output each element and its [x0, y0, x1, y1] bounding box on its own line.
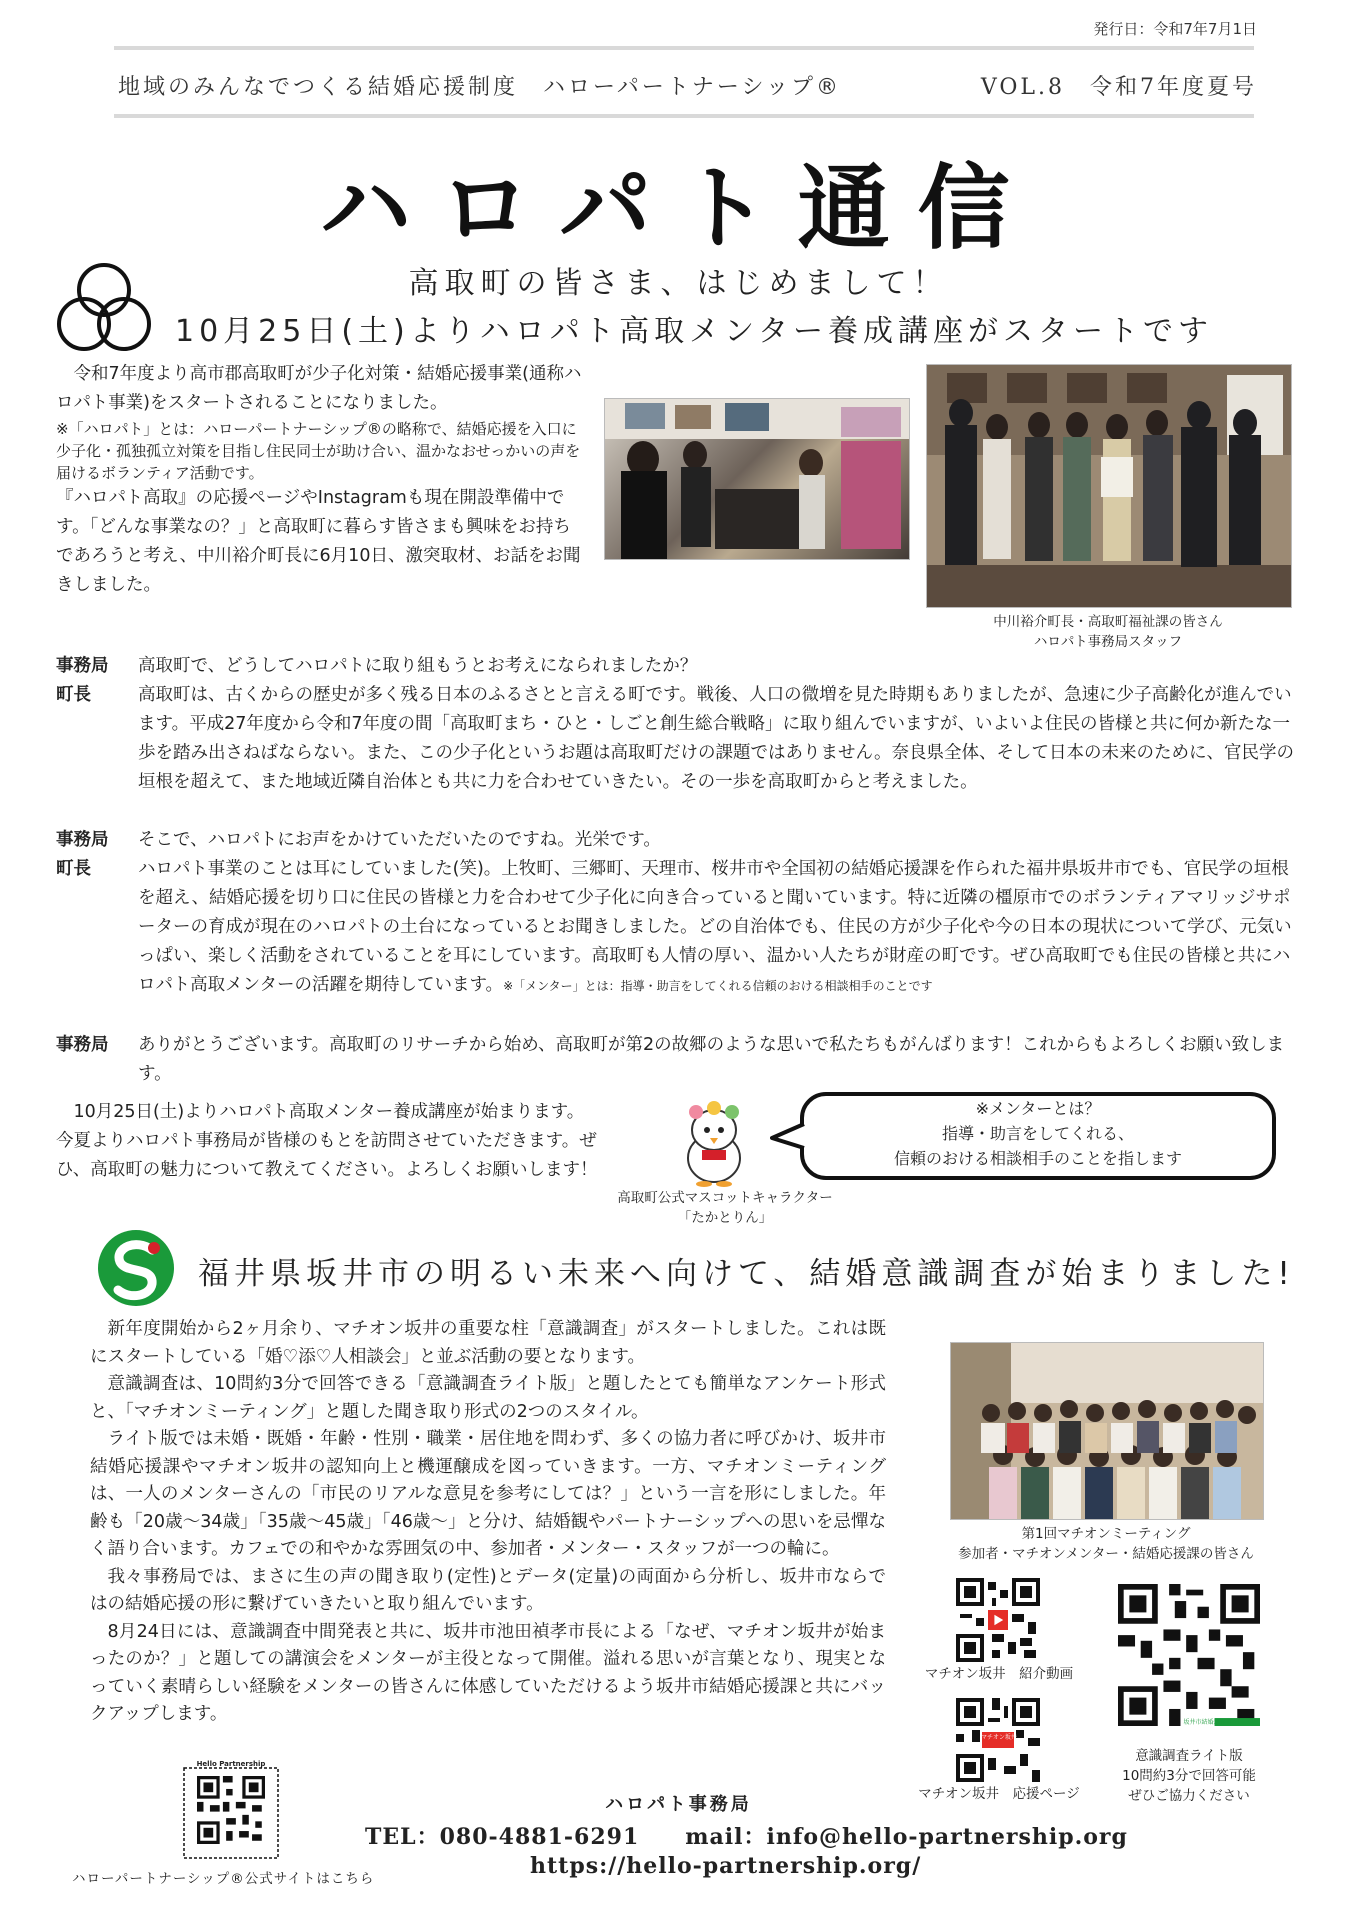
section2-heading: 福井県坂井市の明るい未来へ向けて、結婚意識調査が始まりました! — [198, 1256, 1295, 1292]
support-page-qr-code[interactable] — [956, 1698, 1040, 1782]
bubble-line: 指導・助言をしてくれる、 — [941, 1124, 1134, 1143]
dialogue-row — [56, 855, 1296, 1001]
speaker-label: 事務局 — [56, 1035, 109, 1055]
dialogue-text: ありがとうございます。高取町のリサーチから始め、高取町が第2の故郷のような思いで私たちもがんばります！これからもよろしくお願い致します。 — [138, 1035, 1285, 1084]
section2-paragraph: 意識調査は、10問約3分で回答できる「意識調査ライト版」と題したとても簡単なアンケート形式と、「マチオンミーティング」と題した聞き取り形式の2つのスタイル。 — [90, 1374, 886, 1422]
speaker-label: 町長 — [56, 685, 91, 705]
dialogue-text — [138, 855, 1296, 1001]
header-volume: VOL.8 令和7年度夏号 — [980, 75, 1257, 100]
qr-frame-label: Hello Partnership — [196, 1760, 266, 1768]
meeting-group-photo-image — [951, 1343, 1263, 1519]
bubble-line: 信頼のおける相談相手のことを指します — [893, 1149, 1182, 1168]
section2-paragraph: 新年度開始から2ヶ月余り、マチオン坂井の重要な柱「意識調査」がスタートしました。これは既にスタートしている「婚♡添♡人相談会」と並ぶ活動の要となります。 — [90, 1319, 886, 1367]
dialogue-text: そこで、ハロパトにお声をかけていただいたのですね。光栄です。 — [138, 830, 661, 850]
mascot-caption-line1: 高取町公式マスコットキャラクター — [617, 1190, 833, 1206]
survey-lite-qr-code[interactable] — [1118, 1584, 1260, 1726]
survey-lite-caption-line: 意識調査ライト版 — [1135, 1748, 1243, 1764]
office-name: ハロパト事務局 — [605, 1794, 752, 1815]
closing-paragraph: 10月25日(土)よりハロパト高取メンター養成講座が始まります。今夏よりハロパト事務局が皆様のもとを訪問させていただきます。ぜひ、高取町の魅力について教えてください。よろしくお願いします！ — [56, 1102, 598, 1180]
dialogue-row — [56, 1031, 1296, 1089]
support-page-qr-caption: マチオン坂井 応援ページ — [918, 1786, 1080, 1802]
speaker-label: 事務局 — [56, 656, 109, 676]
section1-subheading: 10月25日(土)よりハロパト高取メンター養成講座がスタートです — [175, 314, 1213, 349]
website-link[interactable]: https://hello-partnership.org/ — [530, 1853, 922, 1879]
mascot-caption — [600, 1188, 850, 1228]
visit-photo — [604, 398, 910, 560]
survey-lite-caption-line: 10問約3分で回答可能 — [1122, 1768, 1256, 1784]
hellopato-note: ※「ハロパト」とは：ハローパートナーシップ®の略称で、結婚応援を入口に少子化・孤独孤立対策を目指し住民同士が助け合い、温かなおせっかいの声を届けるボランティア活動です。 — [56, 420, 581, 482]
dialogue-row — [56, 826, 1296, 855]
top-rule — [114, 46, 1254, 50]
survey-lite-caption-line: ぜひご協力ください — [1128, 1788, 1250, 1804]
takatorin-mascot-icon — [674, 1100, 754, 1188]
mayor-answer-text: ハロパト事業のことは耳にしていました(笑)。上牧町、三郷町、天理市、桜井市や全国初の結婚応援課を作られた福井県坂井市でも、官民学の垣根を超え、結婚応援を切り口に住民の皆様と力を合わせて少子化に向き合っていると聞いています。特に近隣の橿原市でのボランティアマリッジサポーターの育成が現在のハロパトの土台になっているとお聞きしました。どの自治体でも、住民の方が少子化や今の日本の現状について学び、元気いっぱい、楽しく活動をされていることを耳にしています。高取町も人情の厚い、温かい人たちが財産の町です。ぜひ高取町でも住民の皆様と共にハロパト高取メンターの活躍を期待しています。 — [138, 859, 1292, 995]
dialogue-row — [56, 652, 1296, 681]
header-rule — [114, 114, 1254, 118]
section2-paragraph: 我々事務局では、まさに生の声の聞き取り(定性)とデータ(定量)の両面から分析し、坂井市ならではの結婚応援の形に繋げていきたいと取り組んでいます。 — [90, 1566, 886, 1614]
intro-video-qr-caption: マチオン坂井 紹介動画 — [924, 1666, 1074, 1682]
section1-heading: 高取町の皆さま、はじめまして！ — [408, 266, 949, 301]
meeting-group-photo — [950, 1342, 1264, 1520]
speaker-label: 事務局 — [56, 830, 109, 850]
mayor-photo-caption-line1: 中川裕介町長・高取町福祉課の皆さん — [993, 614, 1223, 630]
official-site-qr-caption: ハローパートナーシップ®公式サイトはこちら — [72, 1871, 375, 1887]
qr-code-icon — [1118, 1584, 1260, 1726]
dialogue-row — [56, 681, 1296, 797]
visit-photo-image — [605, 399, 909, 559]
mayor-photo-caption — [926, 612, 1290, 652]
mentor-definition-note: ※「メンター」とは：指導・助言をしてくれる信頼のおける相談相手のことです — [503, 979, 933, 993]
section2-paragraph: 8月24日には、意識調査中間発表と共に、坂井市池田禎孝市長による「なぜ、マチオン坂井が始まったのか？」と題しての講演会をメンターが主役となって開催。溢れる思いが言葉となり、現実となっていく素晴らしい経験をメンターの皆さんに体感していただけるよう坂井市結婚応援課と共にバックアップします。 — [90, 1621, 886, 1724]
dialogue-text: 高取町で、どうしてハロパトに取り組もうとお考えになられましたか？ — [138, 656, 698, 676]
meeting-photo-caption-line1: 第1回マチオンミーティング — [1021, 1526, 1191, 1542]
speaker-label: 町長 — [56, 859, 91, 879]
section2-body — [90, 1316, 886, 1729]
meeting-photo-caption — [920, 1524, 1292, 1564]
mayor-group-photo — [926, 364, 1292, 608]
intro-paragraph: 令和7年度より高市郡高取町が少子化対策・結婚応援事業(通称ハロパト事業)をスタートされることになりました。 — [56, 364, 582, 413]
mayor-group-photo-image — [927, 365, 1291, 607]
mayor-photo-caption-line2: ハロパト事務局スタッフ — [1033, 634, 1183, 650]
intro-paragraph-2: 『ハロパト高取』の応援ページやInstagramも現在開設準備中です。「どんな事業なの？」と高取町に暮らす皆さまも興味をお持ちであろうと考え、中川裕介町長に6月10日、激突取材、お話をお聞きしました。 — [56, 488, 581, 595]
intro-video-qr-code[interactable] — [956, 1578, 1040, 1662]
sakai-city-logo — [96, 1228, 176, 1308]
bubble-line: ※メンターとは？ — [975, 1099, 1101, 1118]
section2-paragraph: ライト版では未婚・既婚・年齢・性別・職業・居住地を問わず、多くの協力者に呼びかけ、坂井市結婚応援課やマチオン坂井の認知向上と機運醸成を図っていきます。一方、マチオンミーティングは、一人のメンターさんの「市民のリアルな意見を参考にしては？」という一言を形にしました。年齢も「20歳～34歳」「35歳～45歳」「46歳～」と分け、結婚観やパートナーシップへの思いを忌憚なく語り合います。カフェでの和やかな雰囲気の中、参加者・メンター・スタッフが一つの輪に。 — [90, 1429, 886, 1559]
contact-info[interactable]: TEL：080-4881-6291 mail：info@hello-partnership.org — [365, 1824, 1128, 1850]
mascot-caption-line2: 「たかとりん」 — [677, 1210, 773, 1226]
intro-block — [56, 360, 586, 600]
qr-code-icon — [956, 1578, 1040, 1662]
dialogue-text: 高取町は、古くからの歴史が多く残る日本のふるさとと言える町です。戦後、人口の微増を見た時期もありましたが、急速に少子高齢化が進んでいます。平成27年度から令和7年度の間「高取町まち・ひと・しごと創生総合戦略」に取り組んでいますが、いよいよ住民の皆様と共に何か新たな一歩を踏み出さねばならない。また、この少子化というお題は高取町だけの課題ではありません。奈良県全体、そして日本の未来のために、官民学の垣根を超えて、また地域近隣自治体とも共に力を合わせていきたい。その一歩を高取町からと考えました。 — [138, 685, 1295, 792]
support-page-qr-badge: マチオン坂井 — [981, 1734, 1017, 1741]
issue-date: 発行日：令和7年7月1日 — [1093, 20, 1257, 38]
mentor-speech-bubble — [800, 1092, 1276, 1180]
header-series-name: 地域のみんなでつくる結婚応援制度 ハローパートナーシップ® — [118, 75, 842, 100]
bubble-tail — [770, 1122, 806, 1150]
meeting-photo-caption-line2: 参加者・マチオンメンター・結婚応援課の皆さん — [958, 1546, 1254, 1562]
survey-lite-qr-badge: 坂井市結婚意識調査(ライト) — [1183, 1719, 1260, 1726]
newsletter-title: ハロパト通信 — [319, 155, 1038, 262]
